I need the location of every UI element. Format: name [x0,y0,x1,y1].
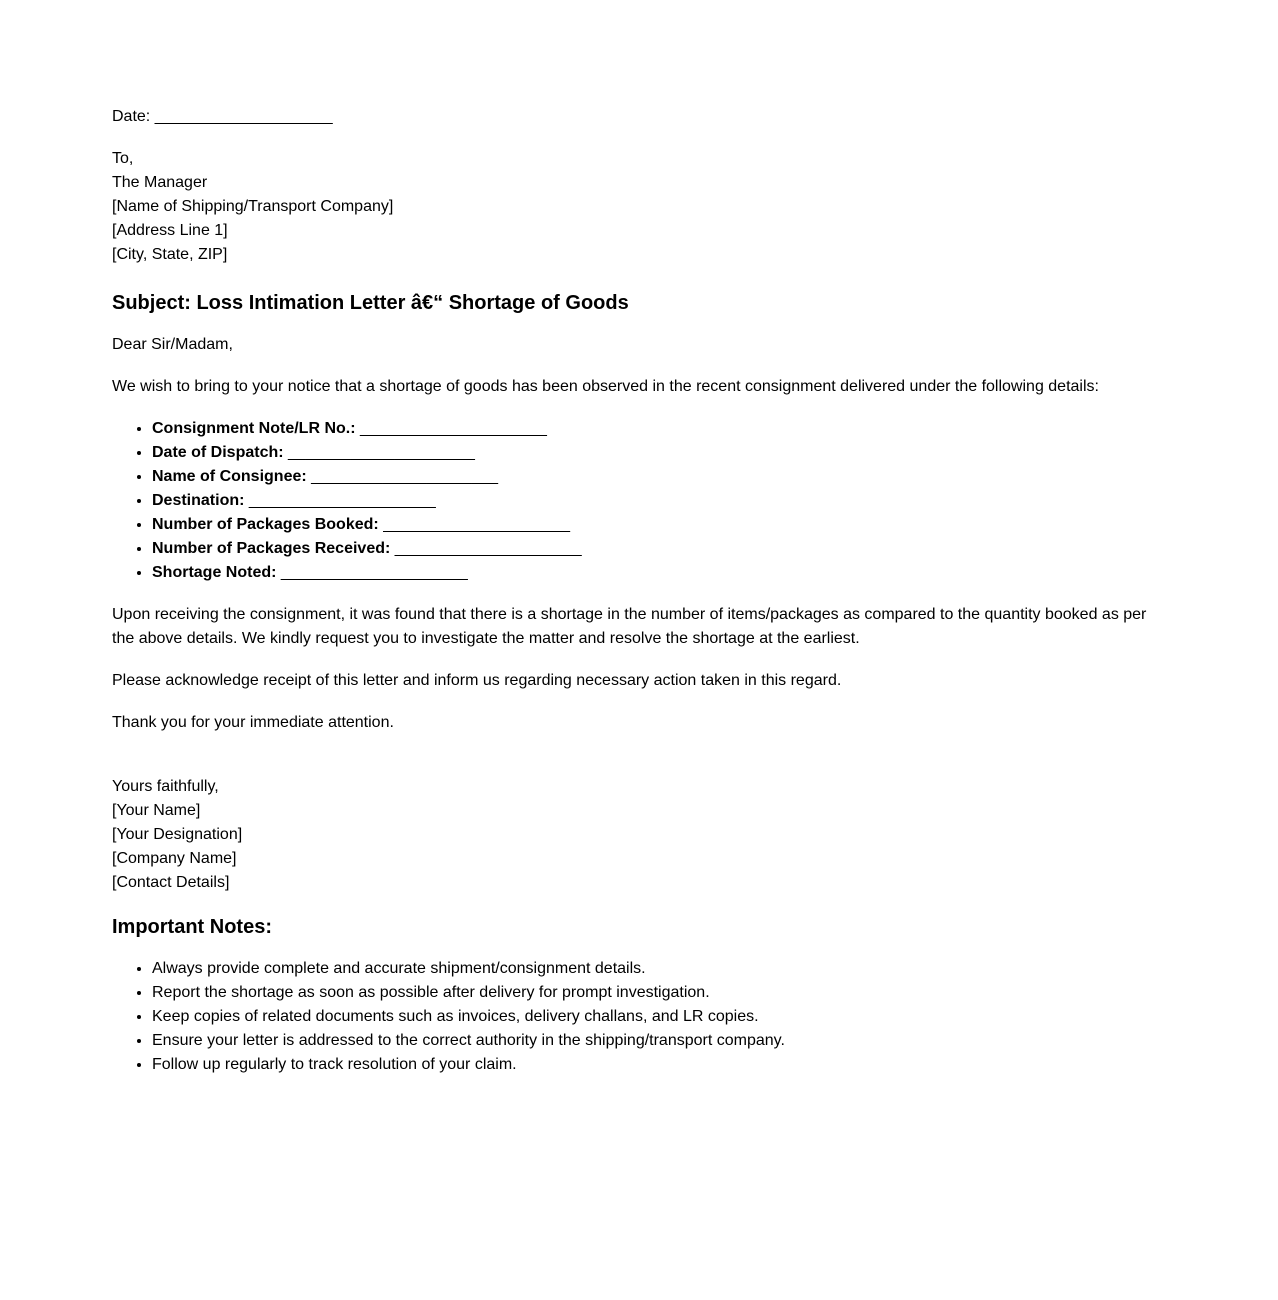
detail-blank: _____________________ [394,540,582,557]
signoff-line: [Your Name] [112,802,201,819]
detail-label: Destination: [152,492,245,509]
signoff-line: [Company Name] [112,850,237,867]
address-line: [Address Line 1] [112,222,228,239]
address-line: The Manager [112,174,208,191]
detail-item [152,513,1166,537]
detail-item [152,561,1166,585]
detail-blank: _____________________ [288,444,475,461]
signoff-line: Yours faithfully, [112,778,219,795]
body-paragraph-acknowledge: Please acknowledge receipt of this letter and inform us regarding necessary action taken in this regard. [112,672,842,689]
detail-item [152,537,1166,561]
notes-list [112,957,1166,1077]
recipient-address [112,147,1166,267]
detail-blank: _____________________ [360,420,547,437]
detail-blank: _____________________ [383,516,571,533]
body-paragraph-shortage: Upon receiving the consignment, it was found that there is a shortage in the number of items/packages as compared to the quantity booked as per the above details. We kindly request you to investigate the matter and resolve the shortage at the earliest. [112,606,1147,647]
address-line: To, [112,150,134,167]
consignment-details-list [112,417,1166,585]
detail-item [152,417,1166,441]
detail-item [152,465,1166,489]
intro-paragraph: We wish to bring to your notice that a shortage of goods has been observed in the recent consignment delivered under the following details: [112,378,1099,395]
detail-item [152,441,1166,465]
detail-label: Consignment Note/LR No.: [152,420,356,437]
detail-label: Date of Dispatch: [152,444,284,461]
note-item: • Follow up regularly to track resolution of your claim. [152,1053,1166,1077]
body-paragraph-thanks: Thank you for your immediate attention. [112,714,394,731]
note-item: • Ensure your letter is addressed to the correct authority in the shipping/transport company. [152,1029,1166,1053]
detail-blank: _____________________ [248,492,436,509]
detail-item [152,489,1166,513]
notes-heading: Important Notes: [112,916,272,938]
note-item: • Keep copies of related documents such as invoices, delivery challans, and LR copies. [152,1005,1166,1029]
note-item: • Report the shortage as soon as possible after delivery for prompt investigation. [152,981,1166,1005]
subject-heading: Subject: Loss Intimation Letter â€“ Shortage of Goods [112,292,629,314]
detail-label: Number of Packages Booked: [152,516,379,533]
detail-blank: _____________________ [280,564,468,581]
detail-label: Shortage Noted: [152,564,277,581]
signature-block [112,775,1166,895]
detail-blank: _____________________ [311,468,499,485]
address-line: [Name of Shipping/Transport Company] [112,198,394,215]
signoff-line: [Contact Details] [112,874,230,891]
detail-label: Name of Consignee: [152,468,307,485]
detail-label: Number of Packages Received: [152,540,391,557]
salutation: Dear Sir/Madam, [112,336,233,353]
address-line: [City, State, ZIP] [112,246,228,263]
date-line: Date: ____________________ [112,108,333,125]
note-item: • Always provide complete and accurate shipment/consignment details. [152,957,1166,981]
signoff-line: [Your Designation] [112,826,243,843]
